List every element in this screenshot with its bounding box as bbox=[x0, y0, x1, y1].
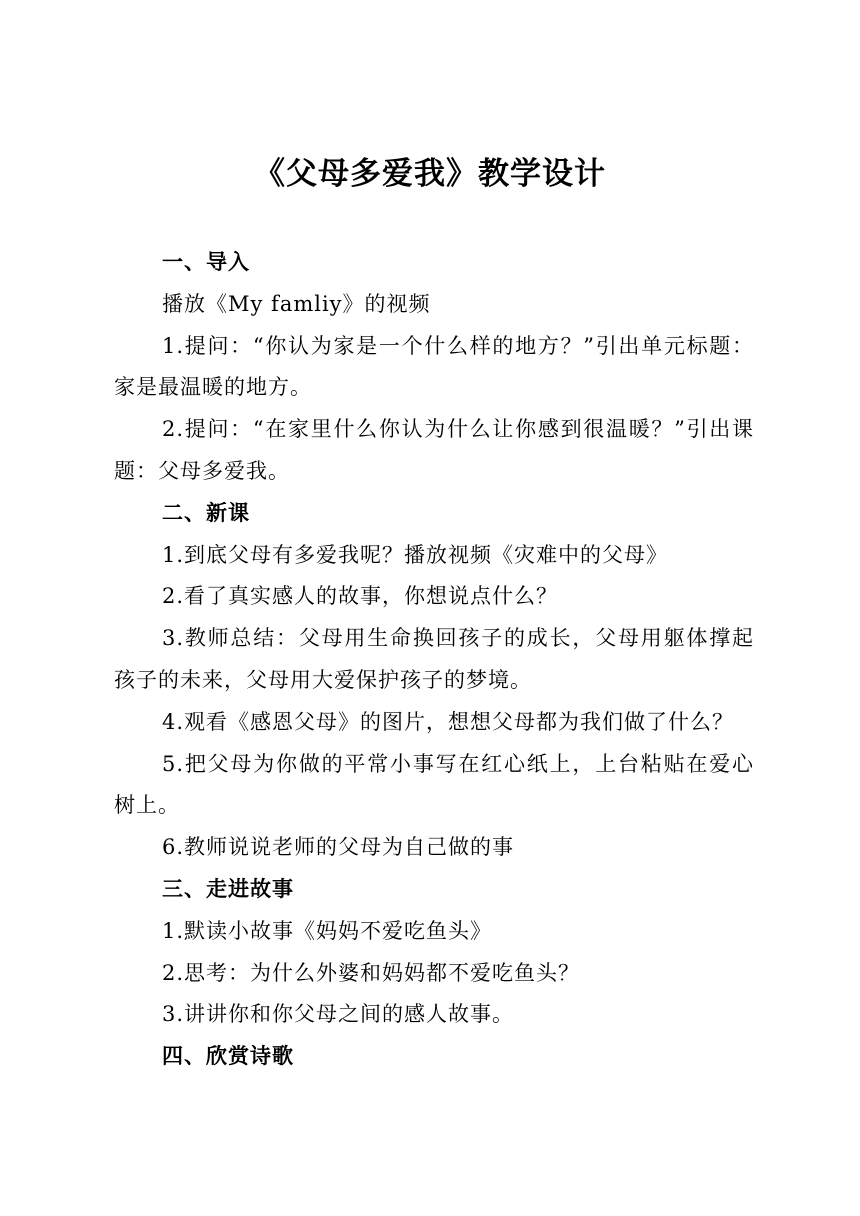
paragraph: 5.把父母为你做的平常小事写在红心纸上，上台粘贴在爱心树上。 bbox=[114, 751, 754, 818]
section-story bbox=[114, 869, 754, 1036]
section-heading: 一、导入 bbox=[162, 250, 250, 274]
paragraph: 1.提问：“你认为家是一个什么样的地方？”引出单元标题：家是最温暖的地方。 bbox=[114, 333, 754, 400]
paragraph: 2.思考：为什么外婆和妈妈都不爱吃鱼头？ bbox=[162, 960, 581, 985]
paragraph: 2.看了真实感人的故事，你想说点什么？ bbox=[162, 584, 559, 609]
document-title: 《父母多爱我》教学设计 bbox=[254, 156, 606, 192]
paragraph: 6.教师说说老师的父母为自己做的事 bbox=[162, 835, 515, 860]
paragraph: 1.到底父母有多爱我呢？播放视频《灾难中的父母》 bbox=[162, 542, 669, 567]
paragraph: 3.讲讲你和你父母之间的感人故事。 bbox=[162, 1002, 515, 1027]
section-heading: 三、走进故事 bbox=[162, 876, 294, 901]
paragraph: 播放《My famliy》的视频 bbox=[162, 291, 431, 316]
paragraph: 1.默读小故事《妈妈不爱吃鱼头》 bbox=[162, 918, 493, 943]
section-poetry bbox=[114, 1036, 754, 1078]
paragraph: 3.教师总结：父母用生命换回孩子的成长，父母用躯体撑起孩子的未来，父母用大爱保护孩子的梦境。 bbox=[114, 626, 754, 692]
section-intro bbox=[114, 242, 754, 493]
paragraph: 2.提问：“在家里什么你认为什么让你感到很温暖？”引出课题：父母多爱我。 bbox=[114, 417, 754, 483]
section-new-lesson bbox=[114, 493, 754, 869]
paragraph: 4.观看《感恩父母》的图片，想想父母都为我们做了什么？ bbox=[162, 709, 735, 734]
document-body bbox=[114, 242, 754, 1078]
section-heading: 四、欣赏诗歌 bbox=[162, 1044, 294, 1069]
section-heading: 二、新课 bbox=[162, 500, 250, 525]
